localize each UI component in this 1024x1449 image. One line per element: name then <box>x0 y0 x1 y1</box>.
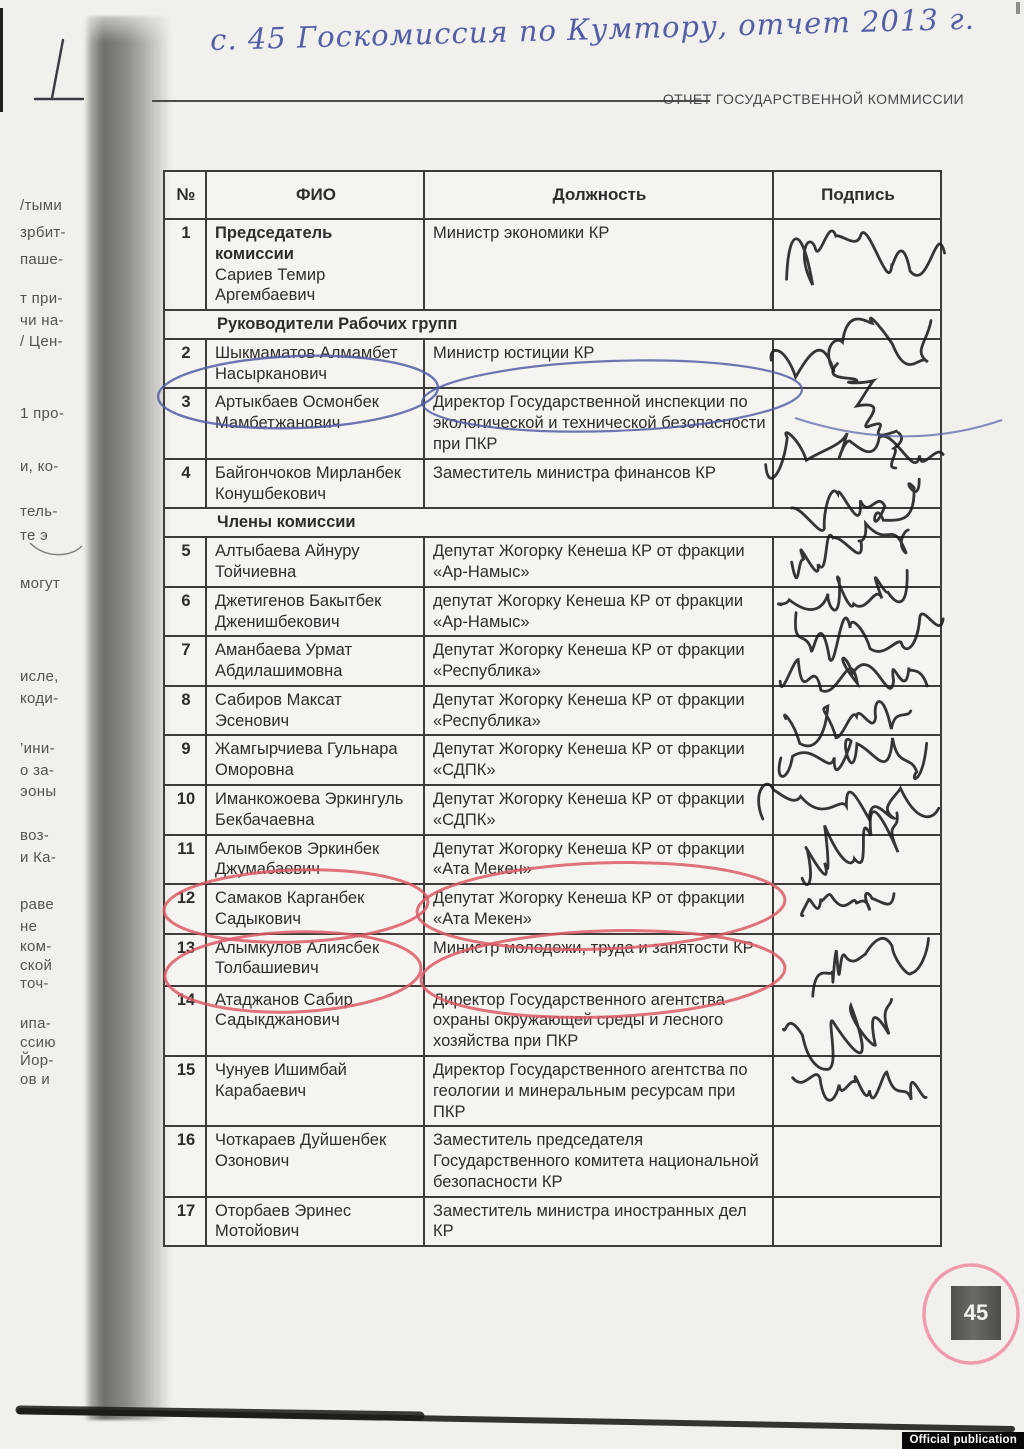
member-position: депутат Жогорку Кенеша КР от фракции «Ар-Намыс» <box>424 587 773 637</box>
table-section-row <box>164 310 941 339</box>
member-name: Председатель комиссии Сариев Темир Аргембаевич <box>206 219 424 310</box>
member-position: Министр юстиции КР <box>424 339 773 389</box>
table-row <box>164 934 941 986</box>
bottom-fold-line-dark-segment <box>20 1410 420 1416</box>
table-row <box>164 388 941 458</box>
member-signature-cell <box>773 636 941 686</box>
margin-text-fragment: воз- <box>20 827 50 844</box>
margin-text-fragment: о за- <box>20 762 55 779</box>
member-number: 1 <box>164 219 206 310</box>
section-label: Члены комиссии <box>164 508 941 537</box>
table-row <box>164 1197 941 1247</box>
margin-text-fragment: ком- <box>20 938 52 955</box>
margin-text-fragment: коди- <box>20 690 59 707</box>
member-name: Алымкулов Алиясбек Толбашиевич <box>206 934 424 986</box>
member-name: Иманкожоева Эркингуль Бекбачаевна <box>206 785 424 835</box>
member-name: Атаджанов Сабир Садыкджанович <box>206 986 424 1056</box>
member-number: 2 <box>164 339 206 389</box>
member-number: 8 <box>164 686 206 736</box>
column-header-number: № <box>164 171 206 219</box>
margin-text-fragment: те э <box>20 527 49 544</box>
member-number: 15 <box>164 1056 206 1126</box>
column-header-position: Должность <box>424 171 773 219</box>
photocopy-shadow-band <box>84 16 172 1420</box>
member-position: Заместитель министра финансов КР <box>424 459 773 509</box>
table-row <box>164 884 941 934</box>
handwritten-annotation: с. 45 Госкомиссия по Кумтору, отчет 2013 г. <box>209 1 976 58</box>
table-row <box>164 339 941 389</box>
member-name: Байгончоков Мирланбек Конушбекович <box>206 459 424 509</box>
table-row <box>164 459 941 509</box>
scan-corner-artifact <box>1016 2 1020 14</box>
pen-mark-top-left <box>35 40 83 99</box>
member-signature-cell <box>773 884 941 934</box>
margin-text-fragment: т при- <box>20 290 63 307</box>
member-signature-cell <box>773 388 941 458</box>
table-row <box>164 1056 941 1126</box>
margin-text-fragment: эоны <box>20 783 57 800</box>
member-signature-cell <box>773 459 941 509</box>
margin-pen-arc <box>30 543 82 555</box>
member-signature-cell <box>773 986 941 1056</box>
table-row <box>164 686 941 736</box>
table-row <box>164 986 941 1056</box>
member-number: 5 <box>164 537 206 587</box>
member-position: Директор Государственной инспекции по экологической и технической безопасности при ПКР <box>424 388 773 458</box>
margin-text-fragment: /тыми <box>20 197 63 214</box>
margin-text-fragment: раве <box>20 896 55 913</box>
margin-text-fragment: ипа- <box>20 1015 52 1032</box>
commission-members-table <box>163 170 942 1247</box>
member-number: 7 <box>164 636 206 686</box>
member-signature-cell <box>773 686 941 736</box>
column-header-signature: Подпись <box>773 171 941 219</box>
member-position: Заместитель министра иностранных дел КР <box>424 1197 773 1247</box>
table-row <box>164 219 941 310</box>
member-name: Оторбаев Эринес Мотойович <box>206 1197 424 1247</box>
margin-text-fragment: зрбит- <box>20 224 66 241</box>
margin-text-fragment: и, ко- <box>20 458 59 475</box>
margin-text-fragment: / Цен- <box>20 333 63 350</box>
member-number: 12 <box>164 884 206 934</box>
table-row <box>164 636 941 686</box>
margin-text-fragment: и Ка- <box>20 849 57 866</box>
table-row <box>164 537 941 587</box>
member-position: Заместитель председателя Государственного комитета национальной безопасности КР <box>424 1126 773 1196</box>
member-number: 14 <box>164 986 206 1056</box>
member-name: Джетигенов Бакытбек Дженишбекович <box>206 587 424 637</box>
table-row <box>164 587 941 637</box>
margin-text-fragment: точ- <box>20 975 49 992</box>
member-number: 11 <box>164 835 206 885</box>
member-number: 10 <box>164 785 206 835</box>
member-name: Алтыбаева Айнуру Тойчиевна <box>206 537 424 587</box>
header-rule <box>152 100 710 102</box>
member-position: Директор Государственного агентства охраны окружающей среды и лесного хозяйства при ПКР <box>424 986 773 1056</box>
member-signature-cell <box>773 219 941 310</box>
margin-text-fragment: не <box>20 918 38 935</box>
member-number: 3 <box>164 388 206 458</box>
member-signature-cell <box>773 1126 941 1196</box>
margin-text-fragment: ской <box>20 957 53 974</box>
member-signature-cell <box>773 339 941 389</box>
table-section-row <box>164 508 941 537</box>
member-number: 4 <box>164 459 206 509</box>
margin-text-fragment: тель- <box>20 503 58 520</box>
member-signature-cell <box>773 587 941 637</box>
margin-text-fragment: ’ини- <box>20 740 55 757</box>
member-position: Депутат Жогорку Кенеша КР от фракции «Ар-Намыс» <box>424 537 773 587</box>
member-role-head: Председатель комиссии <box>215 224 333 263</box>
margin-text-fragment: паше- <box>20 251 64 268</box>
member-position: Депутат Жогорку Кенеша КР от фракции «СДПК» <box>424 785 773 835</box>
member-position: Депутат Жогорку Кенеша КР от фракции «Ата Мекен» <box>424 835 773 885</box>
member-number: 9 <box>164 735 206 785</box>
member-number: 6 <box>164 587 206 637</box>
member-signature-cell <box>773 835 941 885</box>
commission-table-body <box>164 219 941 1246</box>
member-signature-cell <box>773 934 941 986</box>
member-number: 16 <box>164 1126 206 1196</box>
member-number: 17 <box>164 1197 206 1247</box>
margin-text-fragment: чи на- <box>20 312 64 329</box>
member-position: Депутат Жогорку Кенеша КР от фракции «Ата Мекен» <box>424 884 773 934</box>
member-position: Депутат Жогорку Кенеша КР от фракции «СДПК» <box>424 735 773 785</box>
table-row <box>164 735 941 785</box>
member-signature-cell <box>773 1197 941 1247</box>
margin-text-fragment: исле, <box>20 668 59 685</box>
section-label: Руководители Рабочих групп <box>164 310 941 339</box>
margin-text-fragment: могут <box>20 575 60 592</box>
table-row <box>164 1126 941 1196</box>
member-signature-cell <box>773 785 941 835</box>
member-name: Жамгырчиева Гульнара Оморовна <box>206 735 424 785</box>
table-header-row <box>164 171 941 219</box>
member-signature-cell <box>773 735 941 785</box>
page-number-stamp: 45 <box>951 1286 1001 1340</box>
margin-text-fragment: Йор- <box>20 1052 54 1069</box>
table-row <box>164 785 941 835</box>
member-name: Аманбаева Урмат Абдилашимовна <box>206 636 424 686</box>
margin-text-fragment: ссию <box>20 1034 56 1051</box>
margin-text-fragment: 1 про- <box>20 405 65 422</box>
member-name: Чоткараев Дуйшенбек Озонович <box>206 1126 424 1196</box>
member-name: Сабиров Максат Эсенович <box>206 686 424 736</box>
member-name: Чунуев Ишимбай Карабаевич <box>206 1056 424 1126</box>
official-publication-watermark: Official publication <box>902 1432 1024 1449</box>
member-number: 13 <box>164 934 206 986</box>
member-name: Артыкбаев Осмонбек Мамбетжанович <box>206 388 424 458</box>
member-signature-cell <box>773 1056 941 1126</box>
column-header-name: ФИО <box>206 171 424 219</box>
member-position: Директор Государственного агентства по геологии и минеральным ресурсам при ПКР <box>424 1056 773 1126</box>
margin-text-fragment: ов и <box>20 1071 51 1088</box>
member-name: Шыкмаматов Алмамбет Насырканович <box>206 339 424 389</box>
member-position: Депутат Жогорку Кенеша КР от фракции «Республика» <box>424 636 773 686</box>
scan-edge-artifact <box>0 8 3 112</box>
member-signature-cell <box>773 537 941 587</box>
member-name: Самаков Карганбек Садыкович <box>206 884 424 934</box>
member-name: Алымбеков Эркинбек Джумабаевич <box>206 835 424 885</box>
member-position: Министр молодежи, труда и занятости КР <box>424 934 773 986</box>
running-header-title: ОТЧЕТ ГОСУДАРСТВЕННОЙ КОММИССИИ <box>662 91 964 107</box>
table-row <box>164 835 941 885</box>
member-position: Депутат Жогорку Кенеша КР от фракции «Республика» <box>424 686 773 736</box>
member-position: Министр экономики КР <box>424 219 773 310</box>
